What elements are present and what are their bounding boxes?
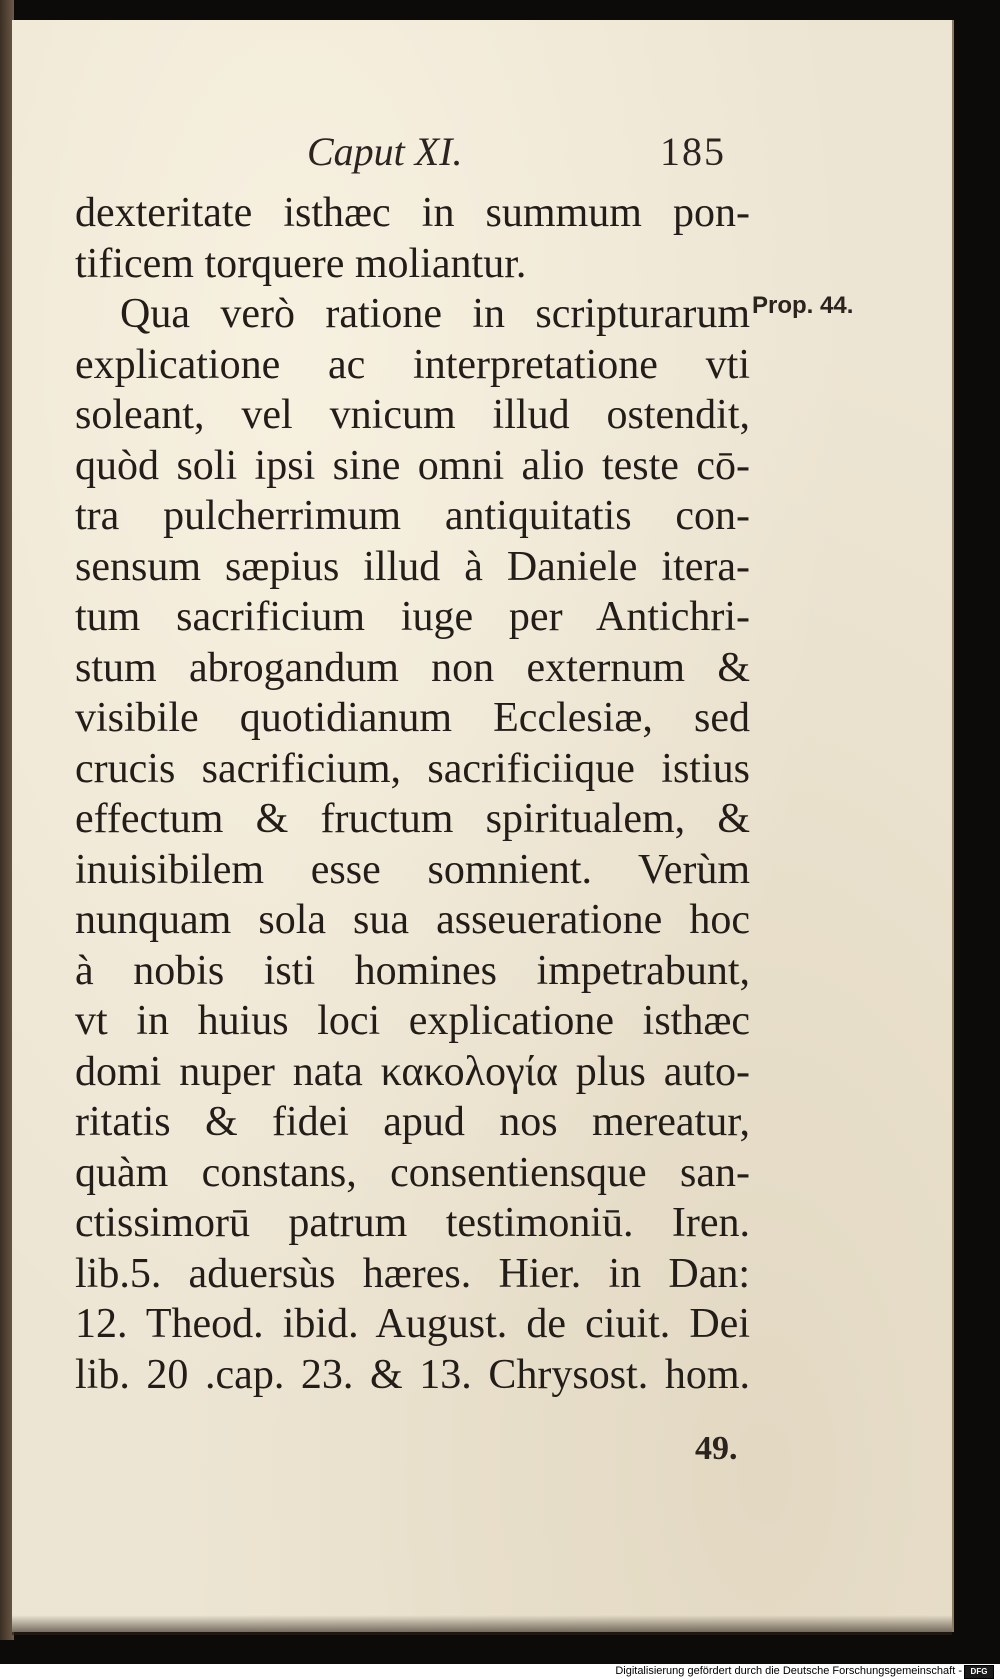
text-line: quàm constans, consentiensque san- <box>75 1149 750 1196</box>
text-line: tificem torquere moliantur. <box>75 240 527 287</box>
text-line: Qua verò ratione in scripturarum <box>120 291 750 337</box>
book-page <box>12 20 954 1632</box>
text-line: visibile quotidianum Ecclesiæ, sed <box>75 695 750 741</box>
text-line: stum abrogandum non externum & <box>75 644 750 691</box>
text-line: ritatis & fidei apud nos mereatur, <box>75 1099 750 1145</box>
catchword: 49. <box>695 1430 738 1467</box>
text-line: tum sacrificium iuge per Antichri- <box>75 594 750 640</box>
text-line: ctissimorū patrum testimoniū. Iren. <box>75 1200 750 1246</box>
marginal-note: Prop. 44. <box>752 292 854 319</box>
dfg-logo-icon: DFG <box>964 1665 994 1679</box>
text-line: nunquam sola sua asseueratione hoc <box>75 897 750 943</box>
page-number: 185 <box>660 129 726 174</box>
text-line: soleant, vel vnicum illud ostendit, <box>75 392 750 438</box>
text-line: sensum sæpius illud à Daniele itera- <box>75 543 750 590</box>
text-line: vt in huius loci explicatione isthæc <box>75 998 750 1044</box>
body-text <box>75 188 750 1400</box>
text-line: crucis sacrificium, sacrificiique istius <box>75 745 750 792</box>
text-line: domi nuper nata κακολογία plus auto- <box>75 1048 750 1095</box>
text-line: lib. 20 .cap. 23. & 13. Chrysost. hom. <box>75 1351 750 1398</box>
text-line: 12. Theod. ibid. August. de ciuit. Dei <box>75 1301 750 1347</box>
text-line: tra pulcherrimum antiquitatis con- <box>75 493 750 539</box>
text-line: dexteritate isthæc in summum pon- <box>75 190 750 236</box>
text-line: explicatione ac interpretatione vti <box>75 341 750 388</box>
page-header <box>12 128 952 188</box>
text-line: inuisibilem esse somnient. Verùm <box>75 846 750 893</box>
text-line: effectum & fructum spiritualem, & <box>75 796 750 842</box>
footer-credit: Digitalisierung gefördert durch die Deutsche Forschungsgemeinschaft - <box>615 1665 962 1677</box>
page-shadow <box>12 1615 952 1635</box>
running-head: Caput XI. <box>307 129 463 174</box>
text-line: lib.5. aduersùs hæres. Hier. in Dan: <box>75 1250 750 1297</box>
text-line: à nobis isti homines impetrabunt, <box>75 947 750 994</box>
digitization-footer <box>0 1664 1000 1679</box>
text-line: quòd soli ipsi sine omni alio teste cō- <box>75 442 750 489</box>
